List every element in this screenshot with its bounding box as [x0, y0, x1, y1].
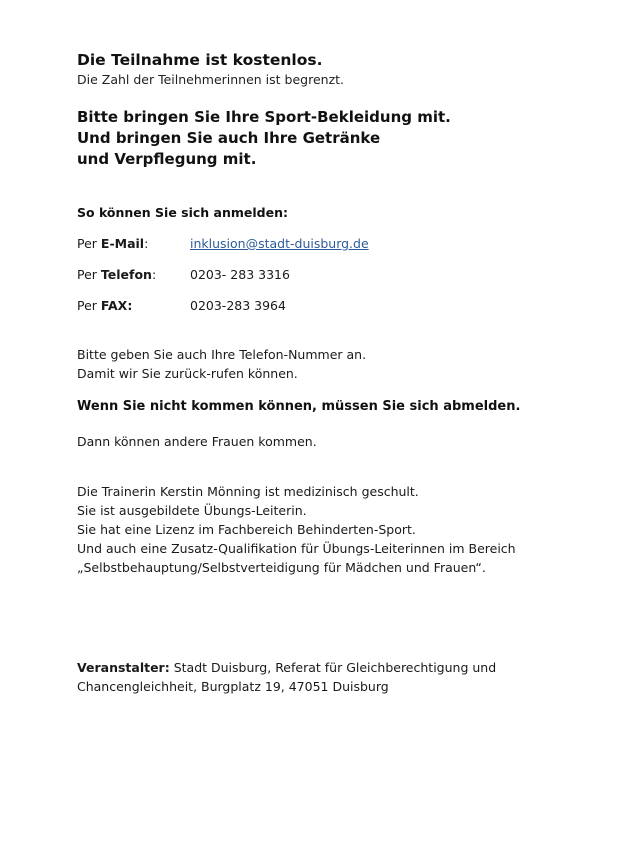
email-link[interactable]: inklusion@stadt-duisburg.de	[190, 236, 369, 251]
phone-note-line: Bitte geben Sie auch Ihre Telefon-Nummer an.	[77, 347, 367, 362]
row-suffix: :	[144, 236, 149, 251]
row-label: FAX:	[100, 298, 133, 313]
trainer-paragraph	[77, 482, 516, 577]
trainer-line: Sie ist ausgebildete Übungs-Leiterin.	[77, 503, 307, 518]
bring-items-paragraph	[77, 107, 451, 170]
row-suffix: :	[151, 267, 157, 282]
cancel-heading: Wenn Sie nicht kommen können, müssen Sie sich abmelden.	[77, 399, 521, 414]
row-label: Telefon	[100, 267, 152, 282]
organizer-line1: Stadt Duisburg, Referat für Gleichberechtigung und	[169, 660, 497, 675]
registration-row-phone	[77, 267, 290, 282]
limited-participants-note: Die Zahl der Teilnehmerinnen ist begrenzt.	[77, 72, 345, 87]
row-prefix: Per	[77, 267, 101, 282]
trainer-line: „Selbstbehauptung/Selbstverteidigung für Mädchen und Frauen“.	[77, 560, 486, 575]
organizer-label: Veranstalter:	[77, 660, 170, 675]
free-participation-heading: Die Teilnahme ist kostenlos.	[77, 51, 323, 69]
phone-number: 0203- 283 3316	[190, 267, 290, 282]
phone-note-line: Damit wir Sie zurück-rufen können.	[77, 366, 298, 381]
row-label: E-Mail	[100, 236, 145, 251]
organizer-line2: Chancengleichheit, Burgplatz 19, 47051 Duisburg	[77, 679, 389, 694]
bring-line: Bitte bringen Sie Ihre Sport-Bekleidung mit.	[77, 108, 451, 126]
bring-line: Und bringen Sie auch Ihre Getränke	[77, 129, 381, 147]
trainer-line: Sie hat eine Lizenz im Fachbereich Behinderten-Sport.	[77, 522, 416, 537]
trainer-line: Und auch eine Zusatz-Qualifikation für Übungs-Leiterinnen im Bereich	[77, 541, 516, 556]
registration-heading: So können Sie sich anmelden:	[77, 205, 288, 220]
phone-note-paragraph	[77, 345, 366, 383]
registration-row-fax	[77, 298, 286, 313]
row-prefix: Per	[77, 236, 101, 251]
row-prefix: Per	[77, 298, 101, 313]
bring-line: und Verpflegung mit.	[77, 150, 257, 168]
cancel-note: Dann können andere Frauen kommen.	[77, 434, 317, 449]
trainer-line: Die Trainerin Kerstin Mönning ist medizinisch geschult.	[77, 484, 419, 499]
organizer-paragraph	[77, 658, 496, 696]
registration-row-email	[77, 236, 369, 251]
fax-number: 0203-283 3964	[190, 298, 286, 313]
